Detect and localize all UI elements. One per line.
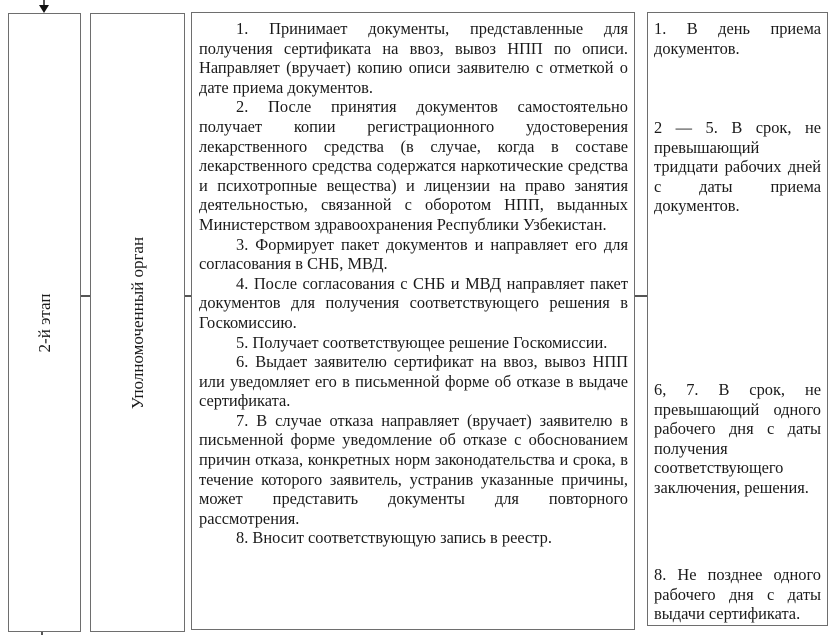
action-item: 4. После согласования с СНБ и МВД направляет пакет документов для получения соответствующего решения в Госкомиссию. xyxy=(199,273,628,332)
arrow-down-icon xyxy=(39,5,49,13)
terms-box xyxy=(647,12,828,626)
term-item: 8. Не позднее одного рабочего дня с даты выдачи сертификата. xyxy=(654,565,821,624)
action-item: 1. Принимает документы, представленные для получения сертификата на ввоз, вывоз НПП по описи. Направляет (вручает) копию описи заявителю с отметкой о дате приема документов. xyxy=(199,19,628,97)
action-item: 5. Получает соответствующее решение Госкомиссии. xyxy=(236,332,608,352)
action-item: 2. После принятия документов самостоятельно получает копии регистрационного удостоверения лекарственного средства (в случае, когда в составе лекарственного средства содержатся наркотические средства и психотропные вещества) и лицензии на право занятия деятельностью, связанной с оборотом НПП, выданных Министерством здравоохранения Республики Узбекистан. xyxy=(199,97,628,234)
term-item: 1. В день приема документов. xyxy=(654,19,821,58)
action-item: 6. Выдает заявителю сертификат на ввоз, вывоз НПП или уведомляет его в письменной форме об отказе в выдаче сертификата. xyxy=(199,352,628,411)
stage-label: 2-й этап xyxy=(34,293,54,352)
action-item: 3. Формирует пакет документов и направляет его для согласования в СНБ, МВД. xyxy=(199,234,628,274)
action-item: 8. Вносит соответствующую запись в реестр. xyxy=(236,528,552,548)
stage-box xyxy=(8,13,81,632)
term-item: 6, 7. В срок, не превышающий одного рабочего дня с даты получения соответствующего заключения, решения. xyxy=(654,380,821,497)
connector-actions-terms xyxy=(635,295,647,297)
term-item: 2 — 5. В срок, не превышающий тридцати рабочих дней с даты приема документов. xyxy=(654,118,821,216)
organ-box xyxy=(90,13,185,632)
action-item: 7. В случае отказа направляет (вручает) заявителю в письменной форме уведомление об отказе с обоснованием причин отказа, конкретных норм законодательства и срока, в течение которого заявитель, устранив указанные причины, может представить документы для повторного рассмотрения. xyxy=(199,410,628,528)
actions-box xyxy=(191,12,635,630)
connector-stage-organ xyxy=(81,295,90,297)
organ-label: Уполномоченный орган xyxy=(127,236,147,409)
